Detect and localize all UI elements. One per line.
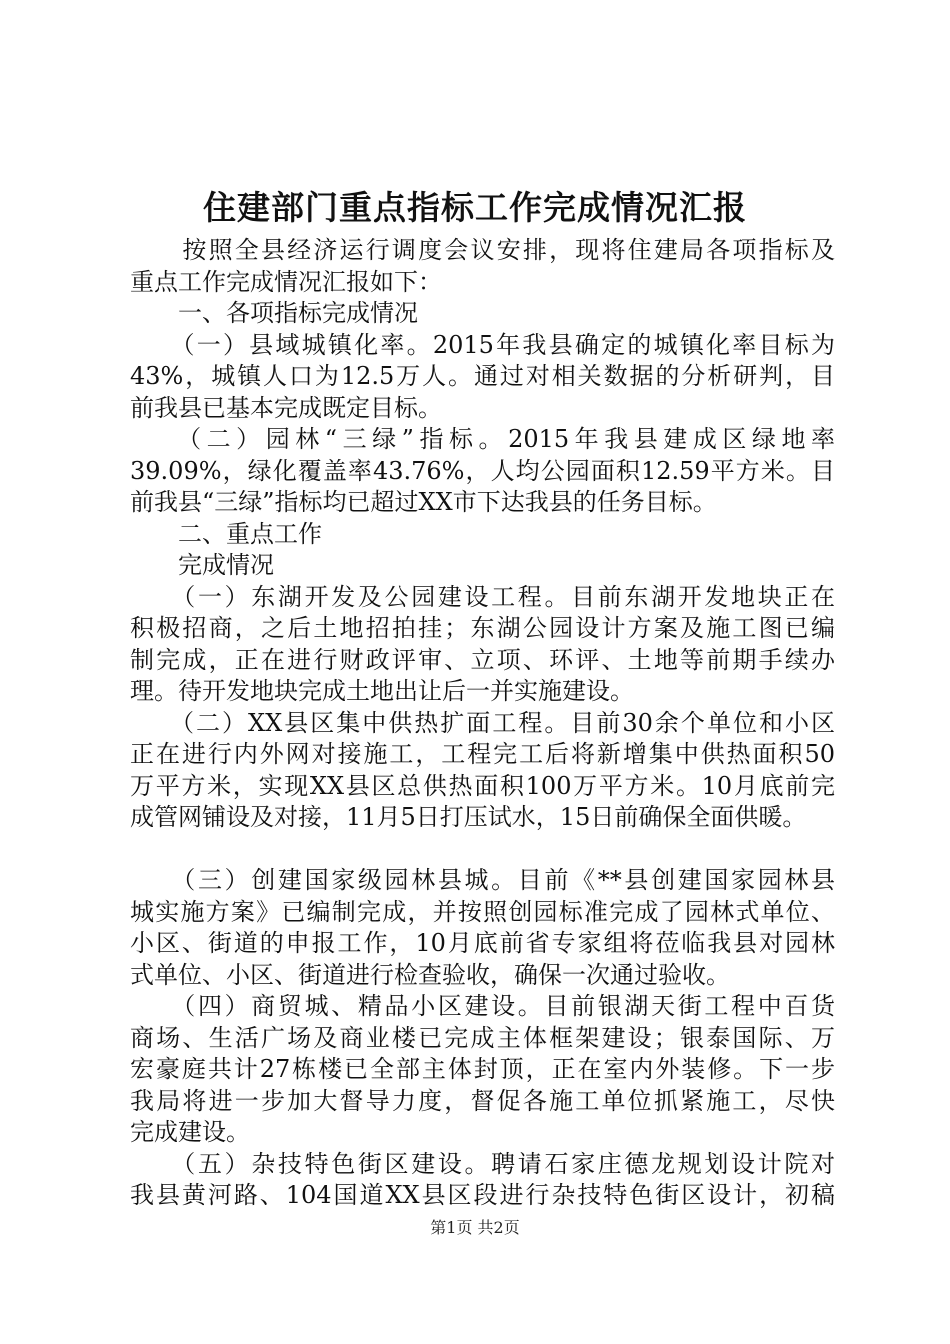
body-line: 43%，城镇人口为12.5万人。通过对相关数据的分析研判，目 xyxy=(130,362,835,390)
body-line: 完成情况 xyxy=(130,551,274,579)
body-line: 小区、街道的申报工作，10月底前省专家组将莅临我县对园林 xyxy=(130,929,835,957)
document-title: 住建部门重点指标工作完成情况汇报 xyxy=(203,188,747,227)
body-line: 式单位、小区、街道进行检查验收，确保一次通过验收。 xyxy=(130,960,730,989)
body-line: 完成建设。 xyxy=(130,1118,250,1146)
body-line: （二）XX县区集中供热扩面工程。目前30余个单位和小区 xyxy=(130,708,835,737)
body-line: 成管网铺设及对接，11月5日打压试水，15日前确保全面供暖。 xyxy=(130,803,807,831)
body-line: 宏豪庭共计27栋楼已全部主体封顶，正在室内外装修。下一步 xyxy=(130,1055,835,1083)
body-line: （四）商贸城、精品小区建设。目前银湖天街工程中百货 xyxy=(130,992,835,1020)
body-line: 我县黄河路、104国道XX县区段进行杂技特色街区设计，初稿 xyxy=(130,1181,835,1209)
body-line: 前我县“三绿”指标均已超过XX市下达我县的任务目标。 xyxy=(130,488,717,516)
blank-line xyxy=(130,834,835,866)
body-line: （一）东湖开发及公园建设工程。目前东湖开发地块正在 xyxy=(130,582,835,611)
page-footer: 第1页 共2页 xyxy=(430,1218,520,1237)
body-line: 重点工作完成情况汇报如下： xyxy=(130,267,442,296)
body-line: 我局将进一步加大督导力度，督促各施工单位抓紧施工，尽快 xyxy=(130,1086,835,1115)
body-line: 积极招商，之后土地招拍挂；东湖公园设计方案及施工图已编 xyxy=(130,614,835,642)
body-line: 前我县已基本完成既定目标。 xyxy=(130,393,442,422)
body-line: 按照全县经济运行调度会议安排，现将住建局各项指标及 xyxy=(130,236,835,264)
body-line: （五）杂技特色街区建设。聘请石家庄德龙规划设计院对 xyxy=(130,1149,835,1178)
body-line: 城实施方案》已编制完成，并按照创园标准完成了园林式单位、 xyxy=(130,897,835,926)
body-line: 正在进行内外网对接施工，工程完工后将新增集中供热面积50 xyxy=(130,740,835,768)
section-heading: 二、重点工作 xyxy=(130,519,322,548)
body-line: 商场、生活广场及商业楼已完成主体框架建设；银泰国际、万 xyxy=(130,1023,835,1052)
body-line: 39.09%，绿化覆盖率43.76%，人均公园面积12.59平方米。目 xyxy=(130,456,835,485)
section-heading: 一、各项指标完成情况 xyxy=(130,299,418,327)
body-line: （二）园林“三绿”指标。2015年我县建成区绿地率 xyxy=(130,425,835,453)
body-line: （三）创建国家级园林县城。目前《**县创建国家园林县 xyxy=(130,866,835,894)
body-line: 万平方米，实现XX县区总供热面积100万平方米。10月底前完 xyxy=(130,771,835,800)
body-line: （一）县域城镇化率。2015年我县确定的城镇化率目标为 xyxy=(130,330,835,359)
document-body xyxy=(130,235,835,1212)
body-line: 理。待开发地块完成土地出让后一并实施建设。 xyxy=(130,677,634,705)
body-line: 制完成，正在进行财政评审、立项、环评、土地等前期手续办 xyxy=(130,645,835,674)
